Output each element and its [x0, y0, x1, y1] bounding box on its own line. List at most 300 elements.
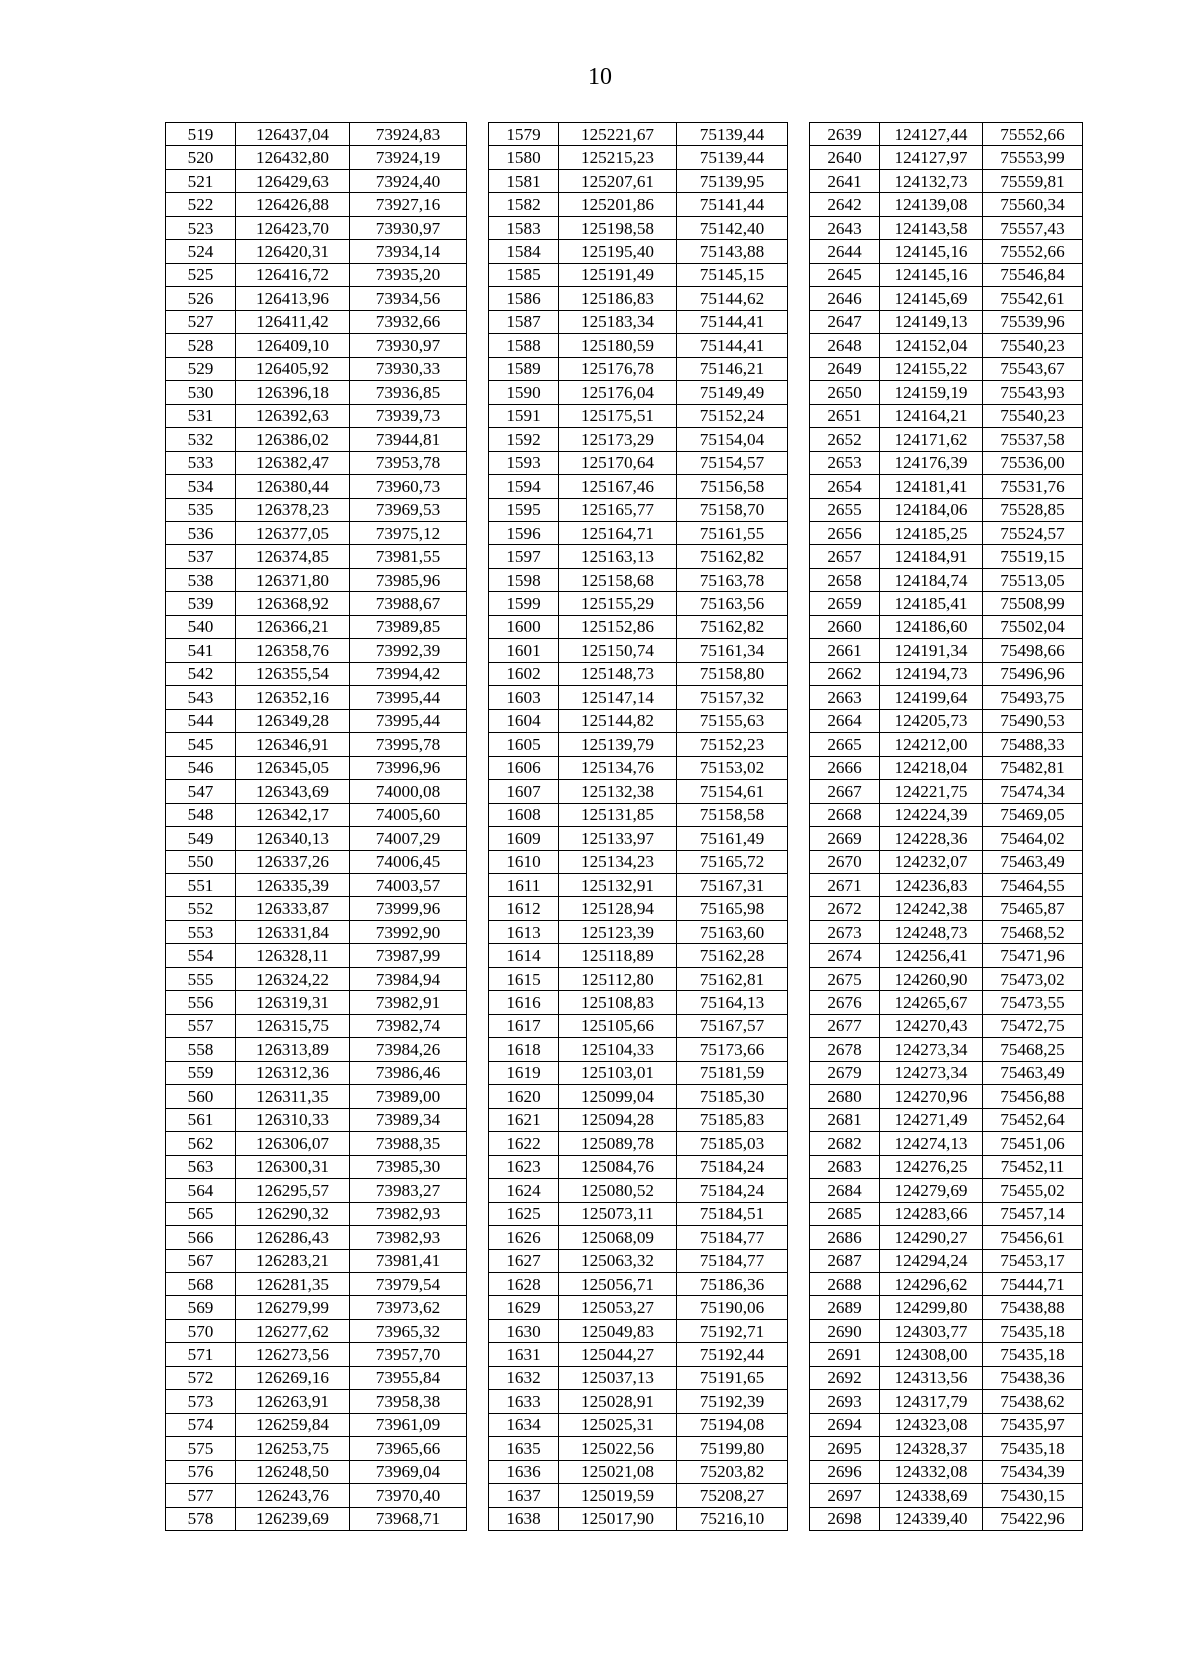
- column-gap: [467, 1272, 489, 1295]
- column-gap: [467, 357, 489, 380]
- column-gap: [788, 287, 810, 310]
- x-coordinate-cell: 126396,18: [236, 381, 350, 404]
- table-row: [166, 498, 1083, 521]
- y-coordinate-cell: 75145,15: [677, 263, 788, 286]
- column-gap: [467, 287, 489, 310]
- x-coordinate-cell: 125068,09: [559, 1226, 677, 1249]
- table-row: [166, 1343, 1083, 1366]
- column-gap: [467, 1226, 489, 1249]
- y-coordinate-cell: 73924,19: [350, 146, 467, 169]
- x-coordinate-cell: 124236,83: [880, 874, 983, 897]
- point-number-cell: 2653: [810, 451, 880, 474]
- y-coordinate-cell: 75173,66: [677, 1038, 788, 1061]
- point-number-cell: 537: [166, 545, 236, 568]
- y-coordinate-cell: 73939,73: [350, 404, 467, 427]
- point-number-cell: 1629: [489, 1296, 559, 1319]
- x-coordinate-cell: 125176,04: [559, 381, 677, 404]
- point-number-cell: 1621: [489, 1108, 559, 1131]
- column-gap: [467, 1437, 489, 1460]
- table-row: [166, 146, 1083, 169]
- x-coordinate-cell: 125164,71: [559, 521, 677, 544]
- y-coordinate-cell: 73969,53: [350, 498, 467, 521]
- point-number-cell: 1584: [489, 240, 559, 263]
- x-coordinate-cell: 124260,90: [880, 967, 983, 990]
- point-number-cell: 559: [166, 1061, 236, 1084]
- column-gap: [788, 310, 810, 333]
- x-coordinate-cell: 125037,13: [559, 1366, 677, 1389]
- x-coordinate-cell: 126328,11: [236, 944, 350, 967]
- y-coordinate-cell: 73982,93: [350, 1226, 467, 1249]
- y-coordinate-cell: 75158,80: [677, 662, 788, 685]
- column-gap: [788, 1507, 810, 1530]
- x-coordinate-cell: 125017,90: [559, 1507, 677, 1530]
- point-number-cell: 534: [166, 475, 236, 498]
- y-coordinate-cell: 75184,24: [677, 1179, 788, 1202]
- table-row: [166, 193, 1083, 216]
- point-number-cell: 568: [166, 1272, 236, 1295]
- x-coordinate-cell: 126295,57: [236, 1179, 350, 1202]
- x-coordinate-cell: 124221,75: [880, 780, 983, 803]
- column-gap: [467, 850, 489, 873]
- point-number-cell: 1606: [489, 756, 559, 779]
- y-coordinate-cell: 75162,82: [677, 545, 788, 568]
- column-gap: [467, 404, 489, 427]
- y-coordinate-cell: 75438,62: [983, 1390, 1083, 1413]
- y-coordinate-cell: 75155,63: [677, 709, 788, 732]
- column-gap: [788, 967, 810, 990]
- x-coordinate-cell: 126437,04: [236, 123, 350, 146]
- x-coordinate-cell: 126337,26: [236, 850, 350, 873]
- y-coordinate-cell: 75508,99: [983, 592, 1083, 615]
- point-number-cell: 538: [166, 568, 236, 591]
- table-row: [166, 967, 1083, 990]
- table-row: [166, 803, 1083, 826]
- table-row: [166, 1507, 1083, 1530]
- table-row: [166, 123, 1083, 146]
- x-coordinate-cell: 125201,86: [559, 193, 677, 216]
- point-number-cell: 544: [166, 709, 236, 732]
- y-coordinate-cell: 73968,71: [350, 1507, 467, 1530]
- point-number-cell: 1590: [489, 381, 559, 404]
- x-coordinate-cell: 125132,38: [559, 780, 677, 803]
- column-gap: [788, 850, 810, 873]
- column-gap: [467, 733, 489, 756]
- point-number-cell: 541: [166, 639, 236, 662]
- point-number-cell: 1593: [489, 451, 559, 474]
- point-number-cell: 1638: [489, 1507, 559, 1530]
- y-coordinate-cell: 75490,53: [983, 709, 1083, 732]
- table-row: [166, 357, 1083, 380]
- column-gap: [467, 451, 489, 474]
- point-number-cell: 2667: [810, 780, 880, 803]
- table-row: [166, 310, 1083, 333]
- point-number-cell: 2697: [810, 1484, 880, 1507]
- point-number-cell: 1588: [489, 334, 559, 357]
- point-number-cell: 2688: [810, 1272, 880, 1295]
- column-gap: [788, 944, 810, 967]
- column-gap: [467, 827, 489, 850]
- x-coordinate-cell: 125089,78: [559, 1132, 677, 1155]
- column-gap: [788, 1108, 810, 1131]
- x-coordinate-cell: 126333,87: [236, 897, 350, 920]
- x-coordinate-cell: 124191,34: [880, 639, 983, 662]
- x-coordinate-cell: 125207,61: [559, 169, 677, 192]
- table-row: [166, 1249, 1083, 1272]
- y-coordinate-cell: 75190,06: [677, 1296, 788, 1319]
- y-coordinate-cell: 73988,67: [350, 592, 467, 615]
- column-gap: [467, 1390, 489, 1413]
- point-number-cell: 1632: [489, 1366, 559, 1389]
- x-coordinate-cell: 126345,05: [236, 756, 350, 779]
- point-number-cell: 1602: [489, 662, 559, 685]
- y-coordinate-cell: 73934,14: [350, 240, 467, 263]
- x-coordinate-cell: 126355,54: [236, 662, 350, 685]
- point-number-cell: 1624: [489, 1179, 559, 1202]
- point-number-cell: 2670: [810, 850, 880, 873]
- point-number-cell: 2690: [810, 1319, 880, 1342]
- table-row: [166, 1226, 1083, 1249]
- y-coordinate-cell: 75152,24: [677, 404, 788, 427]
- x-coordinate-cell: 126283,21: [236, 1249, 350, 1272]
- column-gap: [788, 686, 810, 709]
- point-number-cell: 2684: [810, 1179, 880, 1202]
- x-coordinate-cell: 125176,78: [559, 357, 677, 380]
- x-coordinate-cell: 126290,32: [236, 1202, 350, 1225]
- x-coordinate-cell: 125056,71: [559, 1272, 677, 1295]
- column-gap: [467, 874, 489, 897]
- column-gap: [788, 334, 810, 357]
- column-gap: [788, 920, 810, 943]
- y-coordinate-cell: 75139,44: [677, 123, 788, 146]
- x-coordinate-cell: 124256,41: [880, 944, 983, 967]
- x-coordinate-cell: 125132,91: [559, 874, 677, 897]
- x-coordinate-cell: 124276,25: [880, 1155, 983, 1178]
- x-coordinate-cell: 126346,91: [236, 733, 350, 756]
- y-coordinate-cell: 75452,64: [983, 1108, 1083, 1131]
- y-coordinate-cell: 75474,34: [983, 780, 1083, 803]
- point-number-cell: 2668: [810, 803, 880, 826]
- column-gap: [788, 615, 810, 638]
- point-number-cell: 1623: [489, 1155, 559, 1178]
- table-row: [166, 1460, 1083, 1483]
- x-coordinate-cell: 126311,35: [236, 1085, 350, 1108]
- point-number-cell: 2696: [810, 1460, 880, 1483]
- x-coordinate-cell: 124228,36: [880, 827, 983, 850]
- table-row: [166, 1155, 1083, 1178]
- y-coordinate-cell: 75143,88: [677, 240, 788, 263]
- y-coordinate-cell: 75152,23: [677, 733, 788, 756]
- point-number-cell: 533: [166, 451, 236, 474]
- y-coordinate-cell: 75144,62: [677, 287, 788, 310]
- y-coordinate-cell: 75163,56: [677, 592, 788, 615]
- x-coordinate-cell: 124139,08: [880, 193, 983, 216]
- y-coordinate-cell: 75208,27: [677, 1484, 788, 1507]
- point-number-cell: 1597: [489, 545, 559, 568]
- x-coordinate-cell: 126368,92: [236, 592, 350, 615]
- x-coordinate-cell: 124279,69: [880, 1179, 983, 1202]
- y-coordinate-cell: 73984,94: [350, 967, 467, 990]
- x-coordinate-cell: 125084,76: [559, 1155, 677, 1178]
- y-coordinate-cell: 75192,44: [677, 1343, 788, 1366]
- y-coordinate-cell: 74007,29: [350, 827, 467, 850]
- y-coordinate-cell: 73932,66: [350, 310, 467, 333]
- point-number-cell: 548: [166, 803, 236, 826]
- y-coordinate-cell: 75496,96: [983, 662, 1083, 685]
- column-gap: [467, 756, 489, 779]
- y-coordinate-cell: 73982,74: [350, 1014, 467, 1037]
- column-gap: [467, 592, 489, 615]
- y-coordinate-cell: 73982,93: [350, 1202, 467, 1225]
- point-number-cell: 2663: [810, 686, 880, 709]
- x-coordinate-cell: 124145,16: [880, 263, 983, 286]
- point-number-cell: 539: [166, 592, 236, 615]
- point-number-cell: 1631: [489, 1343, 559, 1366]
- x-coordinate-cell: 126432,80: [236, 146, 350, 169]
- table-row: [166, 639, 1083, 662]
- y-coordinate-cell: 73986,46: [350, 1061, 467, 1084]
- x-coordinate-cell: 126263,91: [236, 1390, 350, 1413]
- column-gap: [467, 1460, 489, 1483]
- x-coordinate-cell: 124273,34: [880, 1061, 983, 1084]
- point-number-cell: 574: [166, 1413, 236, 1436]
- x-coordinate-cell: 124232,07: [880, 850, 983, 873]
- y-coordinate-cell: 75456,61: [983, 1226, 1083, 1249]
- column-gap: [467, 545, 489, 568]
- point-number-cell: 525: [166, 263, 236, 286]
- table-row: [166, 827, 1083, 850]
- x-coordinate-cell: 124317,79: [880, 1390, 983, 1413]
- column-gap: [467, 897, 489, 920]
- point-number-cell: 1598: [489, 568, 559, 591]
- y-coordinate-cell: 75146,21: [677, 357, 788, 380]
- table-row: [166, 521, 1083, 544]
- x-coordinate-cell: 126416,72: [236, 263, 350, 286]
- point-number-cell: 2675: [810, 967, 880, 990]
- column-gap: [467, 803, 489, 826]
- y-coordinate-cell: 75185,30: [677, 1085, 788, 1108]
- y-coordinate-cell: 74000,08: [350, 780, 467, 803]
- column-gap: [788, 123, 810, 146]
- point-number-cell: 526: [166, 287, 236, 310]
- point-number-cell: 521: [166, 169, 236, 192]
- point-number-cell: 1633: [489, 1390, 559, 1413]
- x-coordinate-cell: 124127,44: [880, 123, 983, 146]
- y-coordinate-cell: 73992,39: [350, 639, 467, 662]
- x-coordinate-cell: 126306,07: [236, 1132, 350, 1155]
- x-coordinate-cell: 125021,08: [559, 1460, 677, 1483]
- point-number-cell: 2656: [810, 521, 880, 544]
- point-number-cell: 572: [166, 1366, 236, 1389]
- x-coordinate-cell: 124270,43: [880, 1014, 983, 1037]
- point-number-cell: 551: [166, 874, 236, 897]
- x-coordinate-cell: 126248,50: [236, 1460, 350, 1483]
- y-coordinate-cell: 75167,31: [677, 874, 788, 897]
- y-coordinate-cell: 73987,99: [350, 944, 467, 967]
- y-coordinate-cell: 75184,77: [677, 1226, 788, 1249]
- y-coordinate-cell: 75493,75: [983, 686, 1083, 709]
- x-coordinate-cell: 125215,23: [559, 146, 677, 169]
- x-coordinate-cell: 125167,46: [559, 475, 677, 498]
- x-coordinate-cell: 125150,74: [559, 639, 677, 662]
- column-gap: [467, 521, 489, 544]
- table-row: [166, 404, 1083, 427]
- y-coordinate-cell: 73999,96: [350, 897, 467, 920]
- y-coordinate-cell: 75161,55: [677, 521, 788, 544]
- point-number-cell: 2662: [810, 662, 880, 685]
- column-gap: [788, 1437, 810, 1460]
- table-row: [166, 1085, 1083, 1108]
- y-coordinate-cell: 75552,66: [983, 123, 1083, 146]
- y-coordinate-cell: 75139,44: [677, 146, 788, 169]
- y-coordinate-cell: 75455,02: [983, 1179, 1083, 1202]
- x-coordinate-cell: 125063,32: [559, 1249, 677, 1272]
- x-coordinate-cell: 126269,16: [236, 1366, 350, 1389]
- y-coordinate-cell: 73979,54: [350, 1272, 467, 1295]
- point-number-cell: 529: [166, 357, 236, 380]
- y-coordinate-cell: 75471,96: [983, 944, 1083, 967]
- point-number-cell: 2645: [810, 263, 880, 286]
- x-coordinate-cell: 124271,49: [880, 1108, 983, 1131]
- point-number-cell: 1607: [489, 780, 559, 803]
- x-coordinate-cell: 126319,31: [236, 991, 350, 1014]
- x-coordinate-cell: 124303,77: [880, 1319, 983, 1342]
- column-gap: [467, 475, 489, 498]
- x-coordinate-cell: 126273,56: [236, 1343, 350, 1366]
- column-gap: [788, 1319, 810, 1342]
- column-gap: [467, 1108, 489, 1131]
- x-coordinate-cell: 124143,58: [880, 216, 983, 239]
- y-coordinate-cell: 73973,62: [350, 1296, 467, 1319]
- x-coordinate-cell: 125186,83: [559, 287, 677, 310]
- column-gap: [467, 1249, 489, 1272]
- x-coordinate-cell: 125191,49: [559, 263, 677, 286]
- point-number-cell: 1614: [489, 944, 559, 967]
- column-gap: [788, 1202, 810, 1225]
- table-row: [166, 240, 1083, 263]
- point-number-cell: 2655: [810, 498, 880, 521]
- column-gap: [788, 1249, 810, 1272]
- y-coordinate-cell: 75542,61: [983, 287, 1083, 310]
- point-number-cell: 2689: [810, 1296, 880, 1319]
- x-coordinate-cell: 125158,68: [559, 568, 677, 591]
- column-gap: [467, 123, 489, 146]
- y-coordinate-cell: 73992,90: [350, 920, 467, 943]
- column-gap: [788, 1085, 810, 1108]
- point-number-cell: 532: [166, 428, 236, 451]
- point-number-cell: 575: [166, 1437, 236, 1460]
- column-gap: [788, 404, 810, 427]
- point-number-cell: 540: [166, 615, 236, 638]
- y-coordinate-cell: 73989,34: [350, 1108, 467, 1131]
- x-coordinate-cell: 124338,69: [880, 1484, 983, 1507]
- column-gap: [788, 1272, 810, 1295]
- column-gap: [788, 451, 810, 474]
- x-coordinate-cell: 125198,58: [559, 216, 677, 239]
- point-number-cell: 565: [166, 1202, 236, 1225]
- y-coordinate-cell: 75192,39: [677, 1390, 788, 1413]
- y-coordinate-cell: 73957,70: [350, 1343, 467, 1366]
- x-coordinate-cell: 125180,59: [559, 334, 677, 357]
- point-number-cell: 2664: [810, 709, 880, 732]
- y-coordinate-cell: 75158,70: [677, 498, 788, 521]
- y-coordinate-cell: 75536,00: [983, 451, 1083, 474]
- x-coordinate-cell: 124176,39: [880, 451, 983, 474]
- column-gap: [467, 1343, 489, 1366]
- point-number-cell: 2665: [810, 733, 880, 756]
- x-coordinate-cell: 125173,29: [559, 428, 677, 451]
- y-coordinate-cell: 75435,18: [983, 1343, 1083, 1366]
- x-coordinate-cell: 125147,14: [559, 686, 677, 709]
- point-number-cell: 2693: [810, 1390, 880, 1413]
- y-coordinate-cell: 75473,02: [983, 967, 1083, 990]
- point-number-cell: 555: [166, 967, 236, 990]
- point-number-cell: 2672: [810, 897, 880, 920]
- column-gap: [788, 803, 810, 826]
- y-coordinate-cell: 75519,15: [983, 545, 1083, 568]
- column-gap: [467, 1507, 489, 1530]
- y-coordinate-cell: 75456,88: [983, 1085, 1083, 1108]
- table-row: [166, 1272, 1083, 1295]
- x-coordinate-cell: 126366,21: [236, 615, 350, 638]
- point-number-cell: 1581: [489, 169, 559, 192]
- column-gap: [467, 240, 489, 263]
- x-coordinate-cell: 125128,94: [559, 897, 677, 920]
- point-number-cell: 1595: [489, 498, 559, 521]
- point-number-cell: 545: [166, 733, 236, 756]
- y-coordinate-cell: 75537,58: [983, 428, 1083, 451]
- x-coordinate-cell: 125131,85: [559, 803, 677, 826]
- column-gap: [788, 1366, 810, 1389]
- point-number-cell: 2647: [810, 310, 880, 333]
- y-coordinate-cell: 75184,51: [677, 1202, 788, 1225]
- y-coordinate-cell: 75557,43: [983, 216, 1083, 239]
- point-number-cell: 1586: [489, 287, 559, 310]
- point-number-cell: 531: [166, 404, 236, 427]
- y-coordinate-cell: 73995,44: [350, 686, 467, 709]
- y-coordinate-cell: 73924,83: [350, 123, 467, 146]
- x-coordinate-cell: 126313,89: [236, 1038, 350, 1061]
- column-gap: [788, 1038, 810, 1061]
- point-number-cell: 1582: [489, 193, 559, 216]
- y-coordinate-cell: 73989,00: [350, 1085, 467, 1108]
- point-number-cell: 2694: [810, 1413, 880, 1436]
- point-number-cell: 1617: [489, 1014, 559, 1037]
- point-number-cell: 2661: [810, 639, 880, 662]
- x-coordinate-cell: 125044,27: [559, 1343, 677, 1366]
- column-gap: [788, 263, 810, 286]
- point-number-cell: 1608: [489, 803, 559, 826]
- point-number-cell: 2679: [810, 1061, 880, 1084]
- column-gap: [788, 1061, 810, 1084]
- y-coordinate-cell: 75473,55: [983, 991, 1083, 1014]
- point-number-cell: 566: [166, 1226, 236, 1249]
- x-coordinate-cell: 125080,52: [559, 1179, 677, 1202]
- y-coordinate-cell: 73965,32: [350, 1319, 467, 1342]
- column-gap: [788, 216, 810, 239]
- y-coordinate-cell: 73953,78: [350, 451, 467, 474]
- column-gap: [788, 1014, 810, 1037]
- point-number-cell: 1618: [489, 1038, 559, 1061]
- y-coordinate-cell: 75165,98: [677, 897, 788, 920]
- column-gap: [788, 428, 810, 451]
- point-number-cell: 2674: [810, 944, 880, 967]
- x-coordinate-cell: 124132,73: [880, 169, 983, 192]
- y-coordinate-cell: 75430,15: [983, 1484, 1083, 1507]
- point-number-cell: 520: [166, 146, 236, 169]
- y-coordinate-cell: 75468,25: [983, 1038, 1083, 1061]
- column-gap: [467, 498, 489, 521]
- x-coordinate-cell: 125099,04: [559, 1085, 677, 1108]
